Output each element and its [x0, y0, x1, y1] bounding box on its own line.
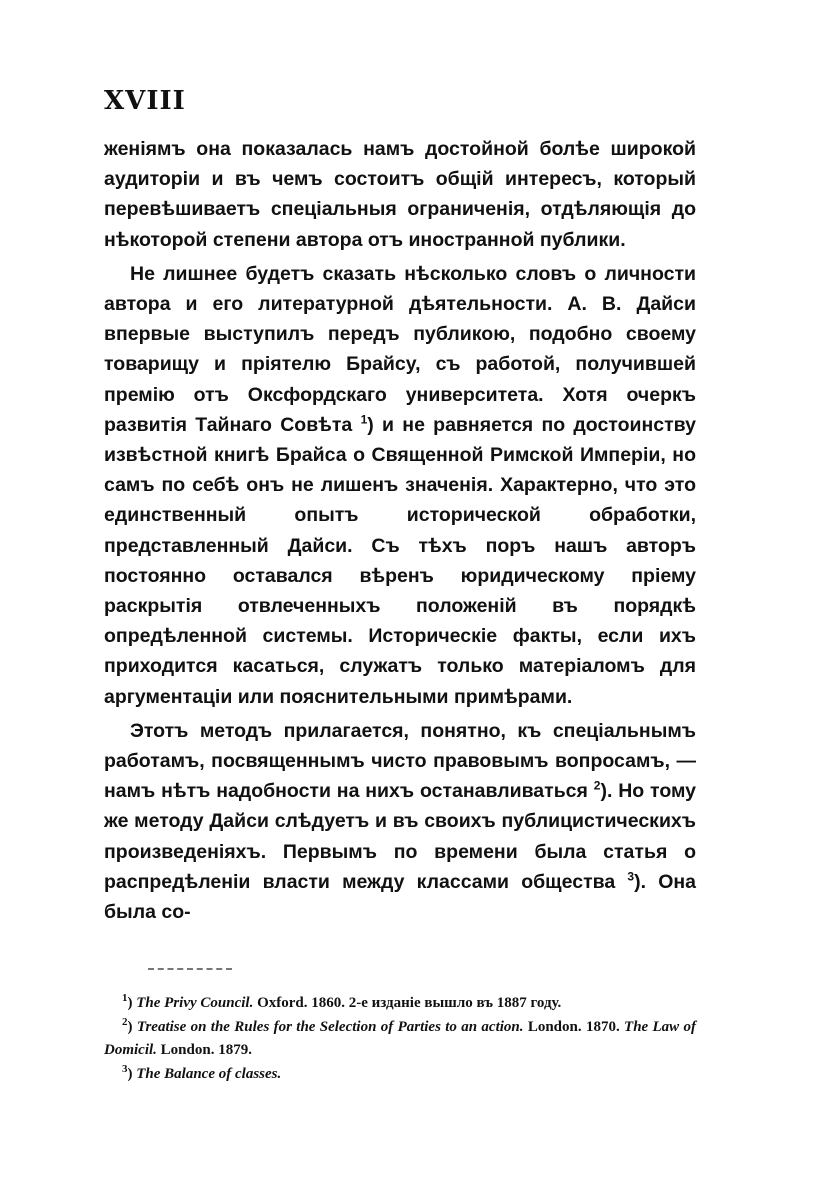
paragraph-1-text: женіямъ она показалась намъ достойной болѣе широкой аудиторіи и въ чемъ состоитъ общій интересъ, который перевѣшиваетъ спеціальныя ограниченія, отдѣляющія до нѣкоторой степени автора отъ иностранной публики.: [104, 138, 696, 251]
main-text: [104, 134, 696, 927]
footnote-3: [104, 1063, 696, 1087]
footnote-ref-2: 2: [593, 778, 601, 793]
footnote-3-paren: ): [127, 1065, 133, 1082]
footnote-ref-1: 1: [360, 412, 368, 427]
footnote-2-mid: London. 1870.: [523, 1018, 625, 1035]
footnote-separator: [148, 968, 232, 970]
footnote-2-mark: 2: [122, 1015, 128, 1028]
footnote-2-rest: London. 1879.: [156, 1042, 252, 1058]
footnote-2-title2: The Law of Domicil.: [104, 1018, 697, 1058]
footnote-1-paren: ): [127, 995, 133, 1011]
paragraph-3-text-a: Этотъ методъ прилагается, понятно, къ спеціальнымъ работамъ, посвященнымъ чисто правовымъ вопросамъ, — намъ нѣтъ надобности на нихъ останавливаться: [104, 719, 696, 803]
paragraph-1: [104, 134, 696, 255]
footnotes: [104, 992, 696, 1086]
footnote-3-mark: 3: [122, 1062, 128, 1075]
footnote-1-mark: 1: [122, 992, 128, 1004]
footnote-2: [104, 1016, 696, 1063]
footnote-3-title: The Balance of classes.: [136, 1065, 282, 1082]
footnote-2-title: Treatise on the Rules for the Selection of Parties to an action.: [136, 1018, 524, 1035]
paragraph-2: [104, 259, 696, 712]
footnote-2-paren: ): [127, 1018, 133, 1035]
paragraph-2-text-a: Не лишнее будетъ сказать нѣсколько словъ о личности автора и его литературной дѣятельности. А. В. Дайси впервые выступилъ передъ публикою, подобно своему товарищу и пріятелю Брайсу, съ работой, получившей премію отъ Оксфордскаго университета. Хотя очеркъ развитія Тайнаго Совѣта: [104, 262, 696, 436]
page-number: XVIII: [104, 86, 186, 116]
footnote-1-title: The Privy Council.: [136, 995, 254, 1011]
paragraph-3: [104, 716, 696, 927]
paragraph-2-text-b: ) и не равняется по достоинству извѣстной книгѣ Брайса о Священной Римской Имперіи, но самъ по себѣ онъ не лишенъ значенія. Характерно, что это единственный опытъ исторической обработки, представленный Дайси. Съ тѣхъ поръ нашъ авторъ постоянно оставался вѣренъ юридическому пріему раскрытія отвлеченныхъ положеній въ порядкѣ опредѣленной системы. Историческіе факты, если ихъ приходится касаться, служатъ только матеріаломъ для аргументаціи или пояснительными примѣрами.: [104, 413, 696, 708]
footnote-ref-3: 3: [627, 869, 635, 884]
paragraph-3-text-b: ). Но тому же методу Дайси слѣдуетъ и въ своихъ публицистическихъ произведеніяхъ. Первымъ по времени была статья о распредѣленіи власти между классами общества: [104, 780, 697, 893]
paragraph-3-text-c: ). Она была со-: [104, 870, 696, 924]
footnote-1-rest: Oxford. 1860. 2-е изданіе вышло въ 1887 году.: [253, 995, 562, 1011]
footnote-1: [104, 992, 696, 1016]
